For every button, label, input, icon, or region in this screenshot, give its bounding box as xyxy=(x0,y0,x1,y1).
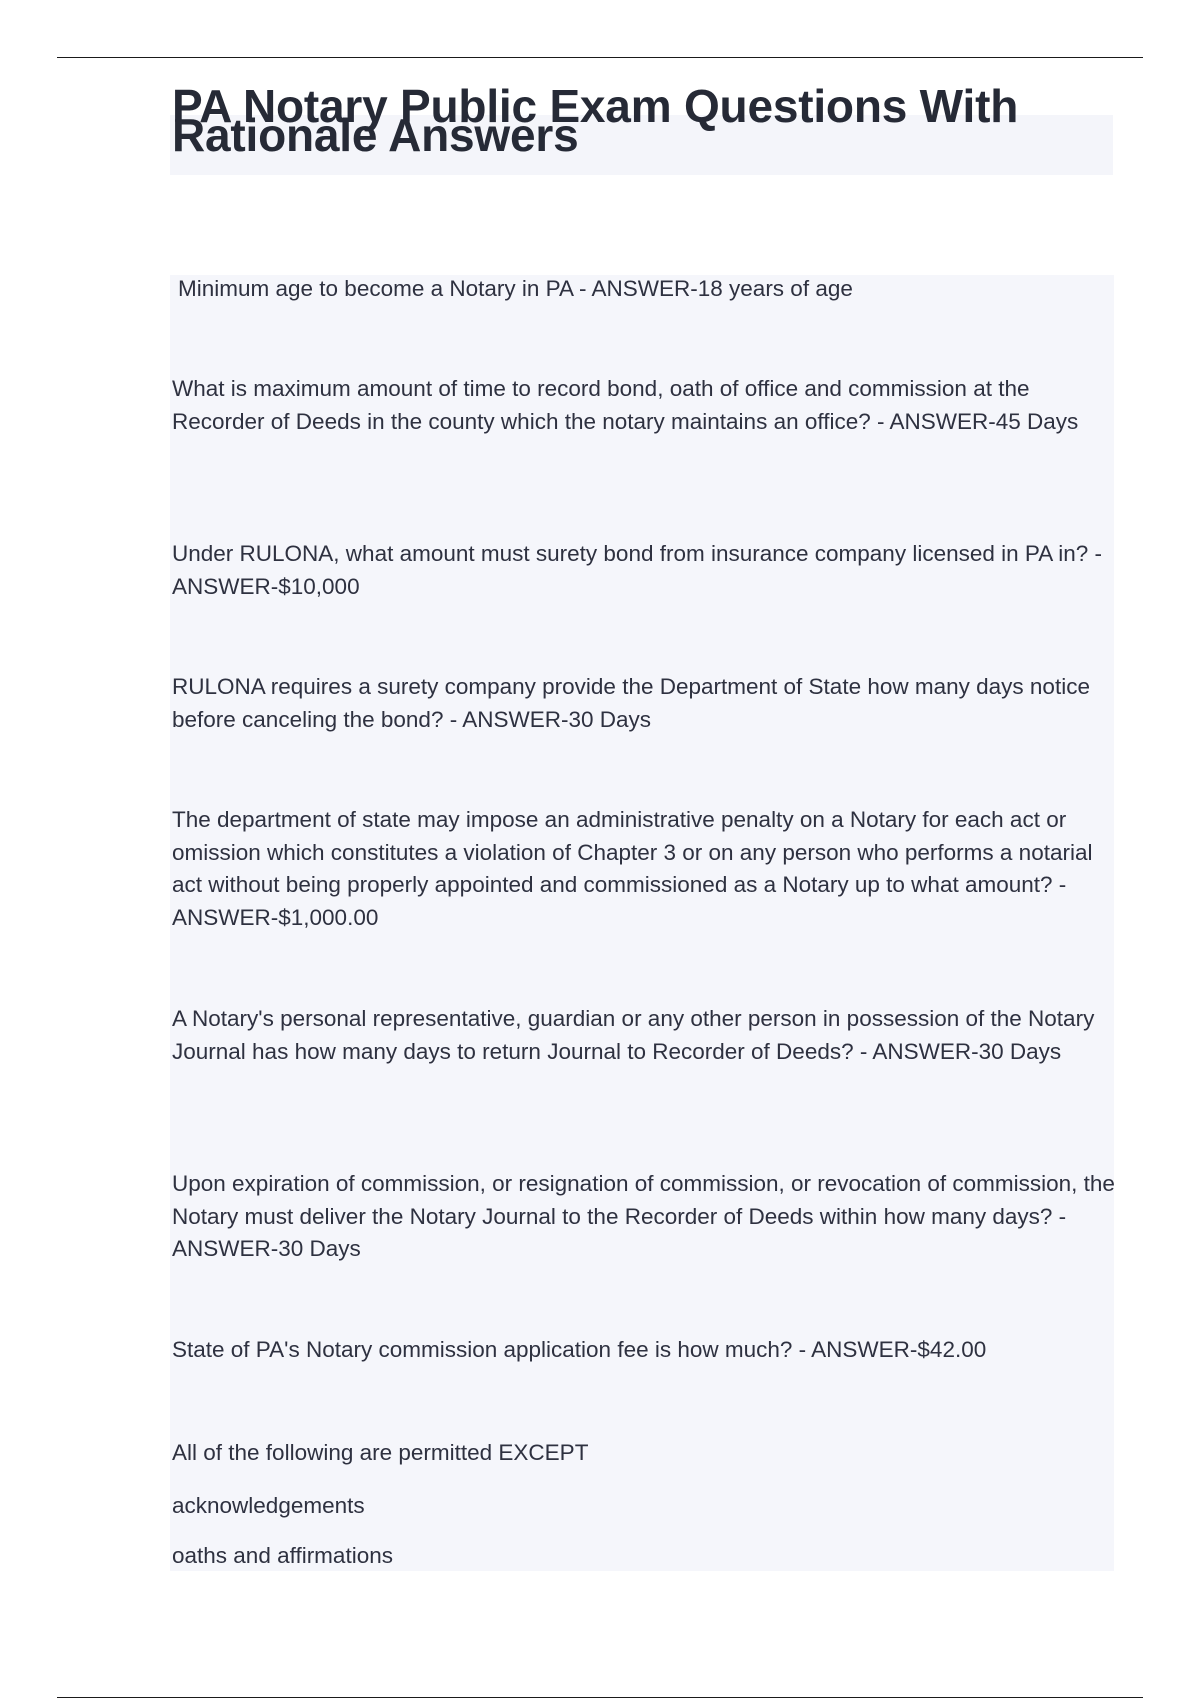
question-7: Upon expiration of commission, or resignation of commission, or revocation of commission, the Notary must deliver the Notary Journal to the Recorder of Deeds within how many days? - ANSWER-30 Days xyxy=(172,1171,1115,1261)
document-title: PA Notary Public Exam Questions With Rationale Answers xyxy=(172,80,1019,161)
question-9: All of the following are permitted EXCEPT xyxy=(172,1440,589,1465)
question-9-option-2: oaths and affirmations xyxy=(172,1543,393,1568)
bottom-rule xyxy=(57,1697,1143,1698)
question-6: A Notary's personal representative, guardian or any other person in possession of the Notary Journal has how many days to return Journal to Recorder of Deeds? - ANSWER-30 Days xyxy=(172,1006,1095,1064)
question-3: Under RULONA, what amount must surety bond from insurance company licensed in PA in? - ANSWER-$10,000 xyxy=(172,541,1103,599)
question-2: What is maximum amount of time to record bond, oath of office and commission at the Recorder of Deeds in the county which the notary maintains an office? - ANSWER-45 Days xyxy=(172,376,1079,434)
question-4: RULONA requires a surety company provide the Department of State how many days notice before canceling the bond? - ANSWER-30 Days xyxy=(172,674,1090,732)
top-rule xyxy=(57,57,1143,58)
question-1: Minimum age to become a Notary in PA - ANSWER-18 years of age xyxy=(178,276,853,301)
question-5: The department of state may impose an administrative penalty on a Notary for each act or omission which constitutes a violation of Chapter 3 or on any person who performs a notarial act without being properly appointed and commissioned as a Notary up to what amount? - ANSWER-$1,000.00 xyxy=(172,807,1093,930)
question-8: State of PA's Notary commission application fee is how much? - ANSWER-$42.00 xyxy=(172,1337,987,1362)
question-9-option-1: acknowledgements xyxy=(172,1493,365,1518)
